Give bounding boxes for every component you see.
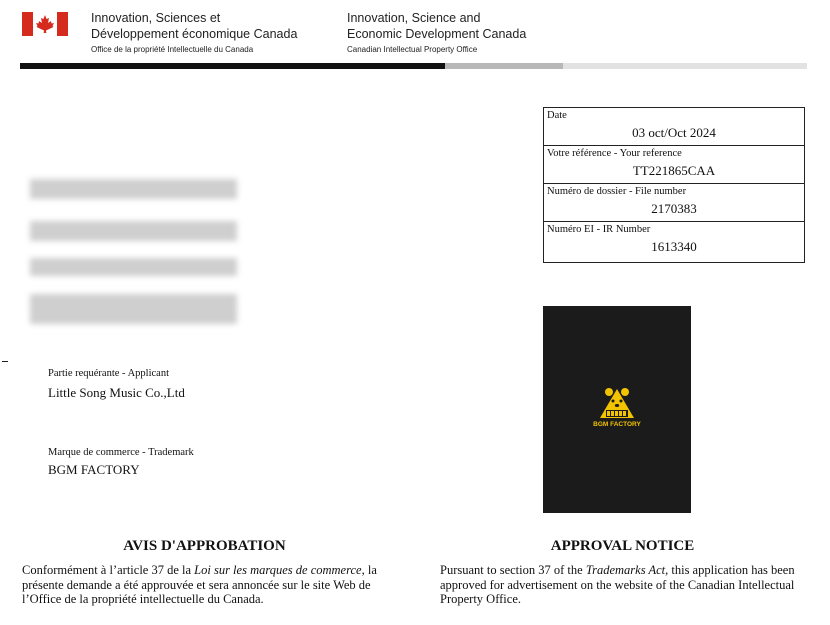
date-label: Date (547, 110, 567, 121)
approval-notice-body-english (440, 563, 800, 607)
your-reference-row (544, 146, 804, 184)
applicant-name: Little Song Music Co.,Ltd (48, 385, 185, 400)
notice-fr-law-title: Loi sur les marques de commerce (194, 563, 362, 577)
redacted-address-line (30, 221, 237, 241)
date-value: 03 oct/Oct 2024 (632, 125, 716, 140)
logo-wordmark: BGM FACTORY (593, 421, 641, 428)
trademark-label: Marque de commerce - Trademark (48, 447, 194, 458)
ir-number-label: Numéro EI - IR Number (547, 224, 651, 235)
file-number-row (544, 184, 804, 222)
canada-flag-icon (22, 12, 68, 36)
date-row (544, 108, 804, 146)
your-reference-value: TT221865CAA (632, 163, 716, 178)
department-fr-line2: Développement économique Canada (91, 27, 298, 41)
department-en-line1: Innovation, Science and (347, 11, 481, 25)
ir-number-row (544, 222, 804, 260)
file-number-label: Numéro de dossier - File number (547, 186, 687, 197)
redacted-address-line (30, 294, 237, 324)
approval-notice-body-french (22, 563, 377, 607)
notice-en-act-title: Trademarks Act (585, 563, 666, 577)
bear-piano-logo-icon (598, 386, 636, 422)
applicant-label: Partie requérante - Applicant (48, 368, 169, 379)
header-rule-black (20, 63, 445, 69)
notice-en-text-part2: , this application has been approved for advertisement on the website of the Canadian Intellectual Property Office. (440, 563, 795, 606)
approval-notice-title-english: APPROVAL NOTICE (550, 538, 695, 554)
margin-mark (2, 361, 8, 362)
trademark-image (543, 306, 691, 513)
notice-en-text-part1: Pursuant to section 37 of the (440, 563, 586, 577)
office-name-french: Office de la propriété Intellectuelle du Canada (91, 45, 254, 54)
department-fr-line1: Innovation, Sciences et (91, 11, 221, 25)
your-reference-label: Votre référence - Your reference (547, 148, 682, 159)
ir-number-value: 1613340 (651, 239, 697, 254)
department-name-english (347, 10, 526, 56)
department-en-line2: Economic Development Canada (347, 27, 527, 41)
department-name-french (91, 10, 297, 56)
notice-fr-text-part1: Conformément à l’article 37 de la (22, 563, 195, 577)
file-number-value: 2170383 (651, 201, 697, 216)
notice-fr-text-part2: , la présente demande a été approuvée et sera annoncée sur le site Web de l’Office de la propriété intellectuelle du Canada. (22, 563, 377, 606)
header-rule-gray (445, 63, 563, 69)
trademark-name: BGM FACTORY (48, 462, 140, 477)
office-name-english: Canadian Intellectual Property Office (347, 45, 478, 54)
approval-notice-title-french: AVIS D'APPROBATION (123, 538, 286, 554)
reference-table (543, 107, 805, 263)
redacted-address-line (30, 179, 237, 199)
header-rule-light (563, 63, 807, 69)
redacted-address-line (30, 258, 237, 276)
